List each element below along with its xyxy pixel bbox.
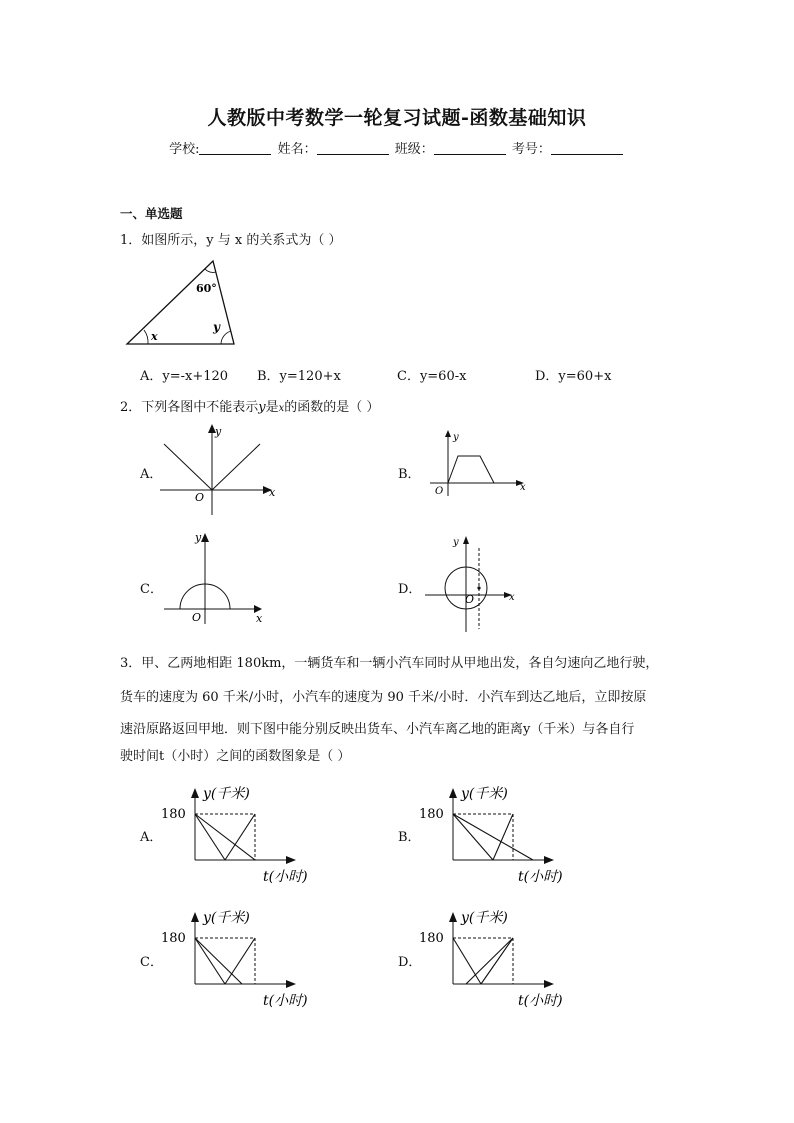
graph-d-x-label: x (509, 592, 515, 603)
q1-option-a: A．y=-x+120 (140, 369, 229, 384)
q2-graph-c (150, 524, 275, 629)
q2-stem (120, 396, 379, 415)
graph-a-y-axis-label: y(千米) (203, 786, 250, 802)
class-blank (434, 140, 506, 155)
graph-c-origin-label: O (192, 611, 202, 624)
q3-line-4: 驶时间t（小时）之间的函数图象是（ ） (120, 749, 351, 764)
graph-a-t-axis-label: t(小时) (263, 869, 308, 885)
graph-b-180-tick: 180 (419, 807, 444, 822)
graph-a-x-label: x (269, 486, 276, 499)
angle-x-label: x (151, 330, 158, 343)
angle-60-arc (205, 269, 216, 272)
q1-option-d: D．y=60+x (535, 369, 612, 384)
q1-stem: 1．如图所示，y 与 x 的关系式为（ ） (120, 233, 342, 248)
q3-line-3: 速沿原路返回甲地．则下图中能分别反映出货车、小汽车离乙地的距离y（千米）与各自行 (120, 722, 635, 737)
q1-option-b: B．y=120+x (257, 369, 341, 384)
q3-option-b-label: B． (398, 830, 421, 845)
q2-graph-b (420, 426, 535, 501)
graph-a-180-tick: 180 (161, 807, 186, 822)
graph-c-t-axis-label: t(小时) (263, 993, 308, 1009)
graph-b-y-axis-label: y(千米) (461, 786, 508, 802)
angle-y-arc (221, 331, 231, 344)
angle-y-label: y (213, 320, 220, 334)
q2-graph-d (420, 532, 525, 637)
graph-b-t-axis-label: t(小时) (518, 869, 563, 885)
school-label: 学校: (169, 142, 200, 157)
page-title: 人教版中考数学一轮复习试题-函数基础知识 (207, 107, 587, 129)
graph-b-x-label: x (520, 482, 526, 493)
graph-d-y-label: y (453, 537, 459, 548)
graph-a-origin-label: O (195, 491, 205, 504)
q3-line-1: 3．甲、乙两地相距 180km，一辆货车和一辆小汽车同时从甲地出发，各自匀速向乙地行驶， (120, 656, 659, 671)
q3-graph-d (418, 906, 583, 1014)
q2-option-a-label: A． (140, 467, 163, 482)
name-label: 姓名： (277, 142, 317, 157)
q2-var-x: x (278, 403, 285, 414)
q3-option-c-label: C． (140, 955, 163, 970)
graph-c-x-label: x (256, 612, 263, 625)
graph-c-180-tick: 180 (161, 931, 186, 946)
q2-graph-a (150, 420, 280, 520)
angle-x-arc (144, 330, 148, 344)
exam-no-blank (551, 140, 623, 155)
q1-triangle-figure (120, 258, 245, 350)
class-label: 班级： (394, 142, 434, 157)
q3-option-a-label: A． (140, 830, 163, 845)
q2-stem-part-c: 的函数的是（ ） (284, 400, 380, 415)
q3-graph-b (418, 782, 583, 890)
graph-a-y-label: y (215, 425, 222, 438)
graph-d-t-axis-label: t(小时) (518, 993, 563, 1009)
graph-c-y-label: y (195, 531, 202, 544)
name-blank (317, 140, 389, 155)
q3-graph-c (160, 906, 325, 1014)
graph-d-y-axis-label: y(千米) (461, 910, 508, 926)
graph-b-y-label: y (453, 432, 459, 443)
section-heading: 一、单选题 (120, 206, 183, 221)
q3-line-2: 货车的速度为 60 千米/小时，小汽车的速度为 90 千米/小时．小汽车到达乙地后，立即按原 (120, 690, 647, 705)
q2-stem-part-a: 2．下列各图中不能表示 (120, 400, 259, 415)
exam-no-label: 考号： (511, 142, 551, 157)
q2-var-y: y (258, 400, 266, 415)
graph-b-origin-label: O (435, 486, 444, 497)
q2-stem-part-b: 是 (265, 400, 279, 415)
q1-option-c: C．y=60-x (397, 369, 467, 384)
q2-option-c-label: C． (140, 582, 163, 597)
angle-60-label: 60° (196, 282, 217, 295)
graph-d-origin-label: O (465, 593, 475, 606)
q3-option-d-label: D． (398, 955, 422, 970)
graph-c-y-axis-label: y(千米) (203, 910, 250, 926)
student-info-line (0, 138, 794, 157)
graph-d-180-tick: 180 (419, 931, 444, 946)
school-blank (199, 140, 271, 155)
q2-option-d-label: D． (398, 582, 422, 597)
q3-graph-a (160, 782, 325, 890)
q2-option-b-label: B． (398, 467, 421, 482)
